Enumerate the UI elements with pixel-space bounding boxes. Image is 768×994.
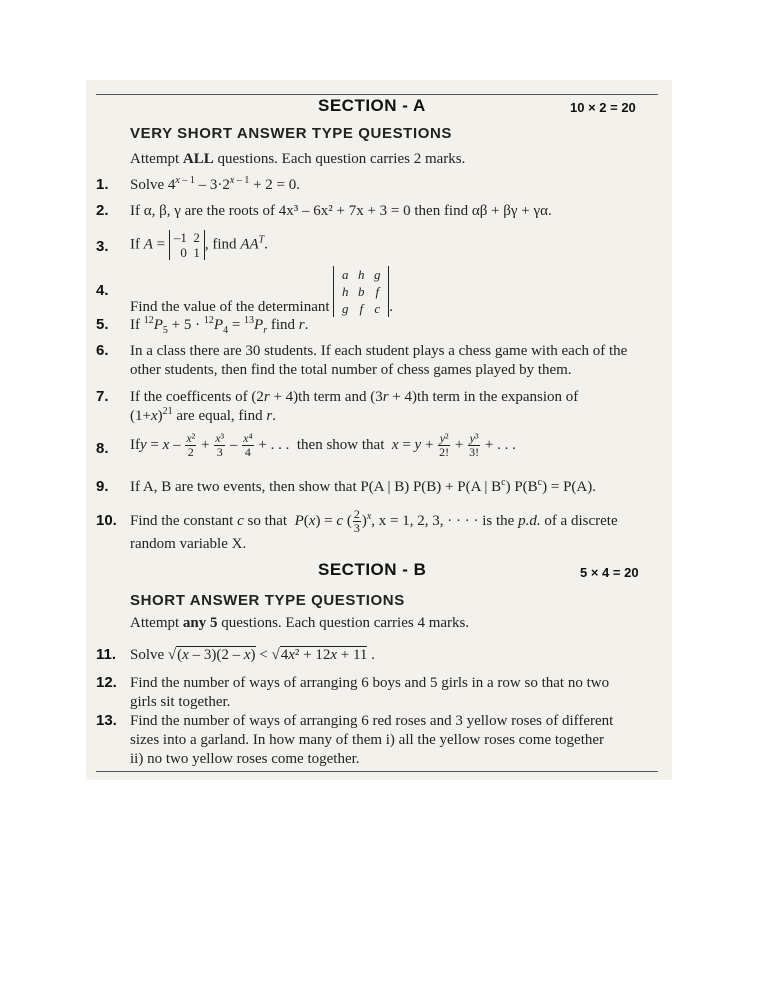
question-5: If $^{12}P_5 + 5 \cdot ^{12}P_4 = ^{13}P_r$ find r. <box>130 315 309 336</box>
question-number: 6. <box>96 342 109 359</box>
question-7: If the coefficents of (2r + 4)th term and (3r + 4)th term in the expansion of $(1+x)^{21}$ are equal, find r. <box>130 389 579 424</box>
section-a-heading: VERY SHORT ANSWER TYPE QUESTIONS <box>130 125 453 142</box>
question-number: 9. <box>96 478 109 495</box>
question-3: If A = –1 2 0 1, find $AA^T$. <box>130 230 268 260</box>
question-4: Find the value of the determinant a h g h b f g f c . <box>130 267 394 316</box>
question-13: Find the number of ways of arranging 6 red roses and 3 yellow roses of different sizes into a garland. In how many of them i) all the yellow roses come together ii) no two yellow roses come together. <box>130 713 614 767</box>
question-number: 13. <box>96 712 117 729</box>
question-8: Ify = x – $\frac{\text{x²}}{2}$ + $\frac{\text{x³}}{3}$ – $\frac{\text{x⁴}}{4}$ + . . . then show that x = y + $\frac{\text{y²}}{2!}$ + $\frac{\text{y³}}{3!}$ + . . . <box>130 431 516 459</box>
question-number: 12. <box>96 674 117 691</box>
question-12: Find the number of ways of arranging 6 boys and 5 girls in a row so that no two girls sit together. <box>130 675 610 710</box>
question-number: 8. <box>96 440 109 457</box>
section-b-marks: 5 × 4 = 20 <box>580 565 639 580</box>
section-a-title: SECTION - A <box>318 96 426 115</box>
section-b-title: SECTION - B <box>318 560 427 579</box>
top-rule <box>96 94 658 95</box>
section-b-instruction: Attempt any 5 questions. Each question carries 4 marks. <box>130 615 470 631</box>
question-number: 1. <box>96 176 109 193</box>
question-number: 10. <box>96 512 117 529</box>
question-number: 11. <box>96 646 117 663</box>
question-11: Solve √(x – 3)(2 – x) < √4x² + 12x + 11 . <box>130 647 375 663</box>
question-9: If A, B are two events, then show that P(A | B) P(B) + P(A | $B^c$) $P(B^c) = P(A)$. <box>130 477 596 495</box>
question-1: Solve $4^{x - 1} - 3\cdot 2^{x - 1} + 2 = 0$. <box>130 175 300 193</box>
matrix-a: –1 2 0 1 <box>169 230 205 260</box>
question-number: 2. <box>96 202 109 219</box>
question-number: 7. <box>96 388 109 405</box>
determinant: a h g h b f g f c <box>333 266 389 317</box>
question-10: Find the constant c so that P(x) = c ( $\frac{2}{3}$ )$^x$, x = 1, 2, 3, · · · · is the p.d. of a discrete random variable X. <box>130 507 618 552</box>
question-number: 4. <box>96 282 109 299</box>
question-number: 5. <box>96 316 109 333</box>
bottom-rule <box>96 771 658 772</box>
question-number: 3. <box>96 238 109 255</box>
section-a-instruction: Attempt ALL questions. Each question carries 2 marks. <box>130 151 466 167</box>
section-b-heading: SHORT ANSWER TYPE QUESTIONS <box>130 592 405 609</box>
section-a-marks: 10 × 2 = 20 <box>570 100 636 115</box>
question-6: In a class there are 30 students. If each student plays a chess game with each of the other students, then find the total number of chess games played by them. <box>130 343 628 378</box>
question-2: If α, β, γ are the roots of 4x³ – 6x² + 7x + 3 = 0 then find αβ + βγ + γα. <box>130 203 552 219</box>
